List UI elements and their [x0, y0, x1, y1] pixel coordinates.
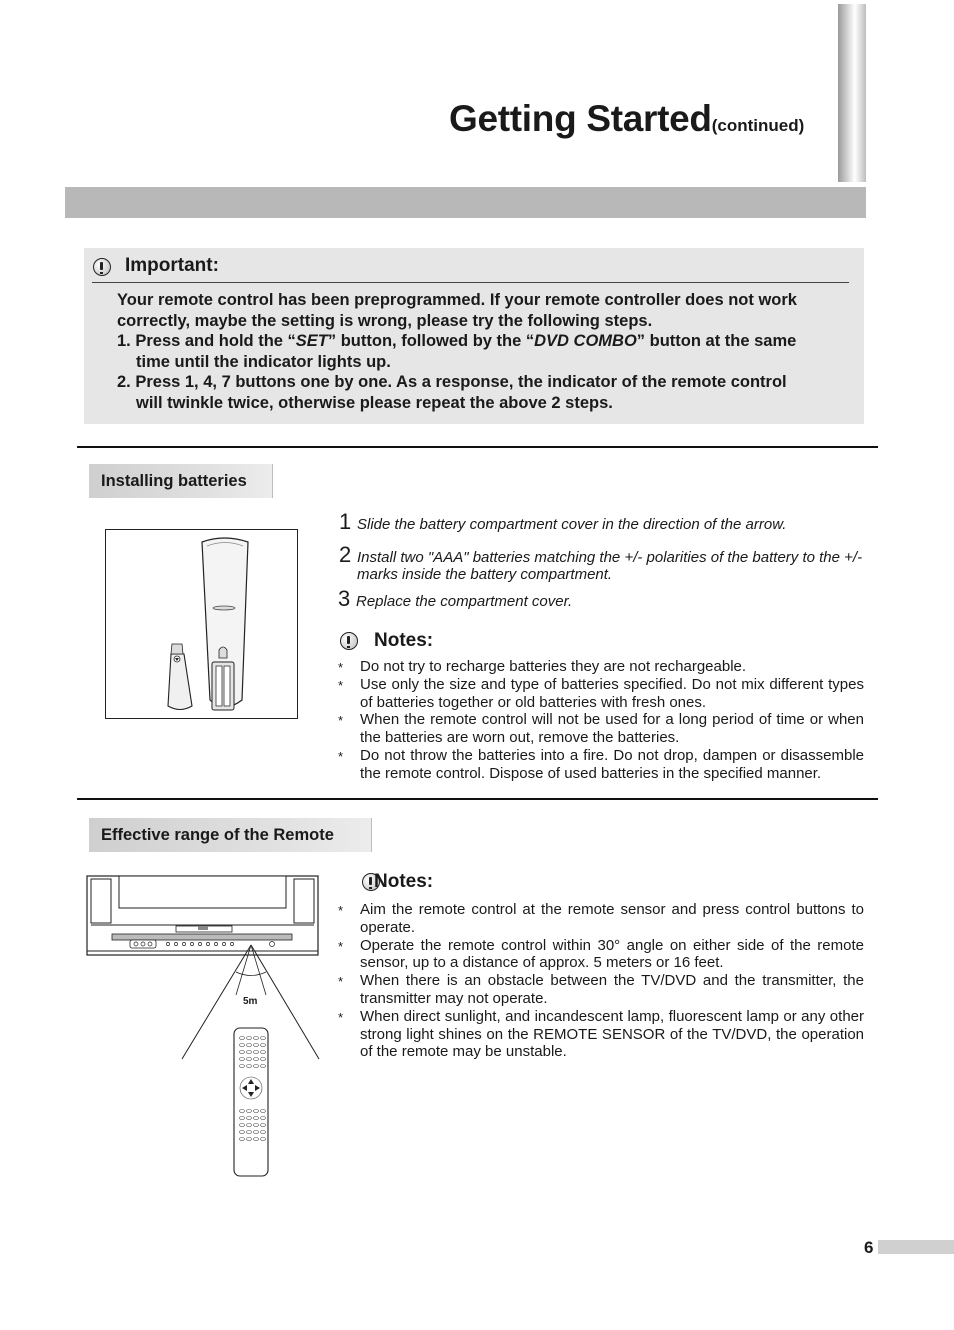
important-step-2-cont: will twinkle twice, otherwise please repeat the above 2 steps.	[136, 393, 613, 412]
important-heading: Important:	[125, 255, 219, 276]
header-band	[65, 187, 866, 218]
battery-notes-heading: Notes:	[374, 630, 434, 651]
effective-range-tab: Effective range of the Remote	[89, 818, 372, 852]
important-text	[117, 290, 850, 413]
list-item: * When direct sunlight, and incandescent lamp, fluorescent lamp or any other strong light shines on the REMOTE SENSOR of the TV/DVD, the operation of the remote may be unstable.	[338, 1007, 864, 1061]
page-number: 6	[864, 1238, 874, 1257]
list-item: * Do not throw the batteries into a fire. Do not drop, dampen or disassemble the remote control. Dispose of used batteries in the specified manner.	[338, 746, 864, 782]
list-item: * Do not try to recharge batteries they are not rechargeable.	[338, 658, 747, 675]
battery-step-2: 2 Install two "AAA" batteries matching the +/- polarities of the battery to the +/- marks inside the battery compartment.	[339, 542, 863, 583]
battery-notes-list	[338, 658, 864, 783]
range-notes-heading: Notes:	[374, 871, 434, 892]
step-number: 1	[339, 509, 352, 534]
battery-figure	[105, 529, 298, 719]
exclamation-icon	[93, 258, 111, 276]
important-intro: Your remote control has been preprogrammed. If your remote controller does not work correctly, maybe the setting is wrong, please try the following steps.	[117, 291, 797, 330]
important-heading-row	[92, 254, 849, 283]
list-item: * When there is an obstacle between the TV/DVD and the transmitter, the transmitter may not operate.	[338, 972, 864, 1007]
step-number: 3	[338, 586, 351, 611]
remote-battery-illustration	[106, 530, 297, 718]
page-number-bar	[878, 1240, 954, 1254]
important-step-2: 2. Press 1, 4, 7 buttons one by one. As a response, the indicator of the remote control	[117, 373, 787, 391]
installing-batteries-tab: Installing batteries	[89, 464, 273, 498]
range-figure	[86, 875, 320, 1180]
list-item: * Operate the remote control within 30° angle on either side of the remote sensor, up to a distance of approx. 5 meters or 16 feet.	[338, 936, 864, 972]
section-divider	[77, 446, 878, 448]
list-item: * Aim the remote control at the remote sensor and press control buttons to operate.	[338, 901, 864, 936]
list-item: * Use only the size and type of batteries specified. Do not mix different types of batteries together or old batteries with fresh ones.	[338, 675, 864, 711]
distance-label: 5m	[243, 996, 258, 1007]
battery-step-3: 3 Replace the compartment cover.	[338, 586, 573, 611]
list-item: * When the remote control will not be used for a long period of time or when the batteries are worn out, remove the batteries.	[338, 711, 864, 747]
section-divider	[77, 798, 878, 800]
tv-remote-range-illustration	[86, 875, 320, 1180]
exclamation-icon	[340, 632, 358, 650]
page-title: Getting Started(continued)	[449, 98, 805, 139]
title-suffix: (continued)	[711, 116, 805, 135]
decorative-side-bar	[838, 4, 866, 182]
step-number: 2	[339, 542, 352, 567]
important-step-1: 1. Press and hold the “SET” button, followed by the “DVD COMBO” button at the same	[117, 332, 797, 350]
battery-step-1: 1 Slide the battery compartment cover in the direction of the arrow.	[339, 509, 787, 534]
range-notes-list	[338, 901, 864, 1061]
important-step-1-cont: time until the indicator lights up.	[136, 352, 391, 371]
